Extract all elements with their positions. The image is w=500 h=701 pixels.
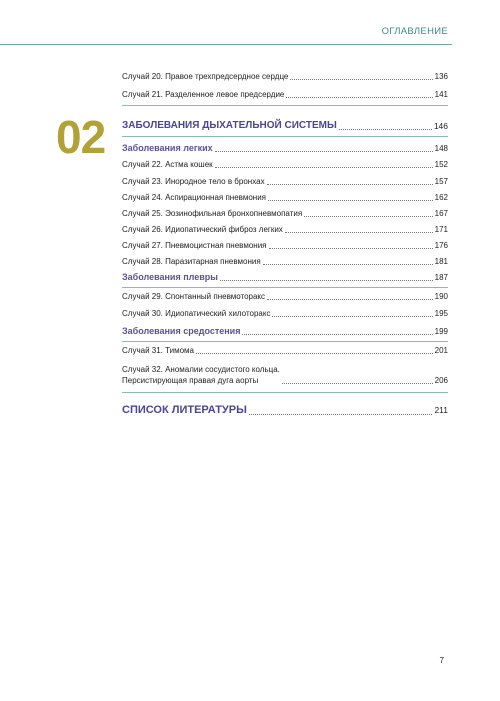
toc-entry-case-30[interactable]: [122, 309, 448, 319]
dot-leader: [290, 78, 432, 80]
toc-subsection-label: Заболевания средостения: [122, 326, 241, 336]
toc-entry-page: 206: [434, 376, 448, 385]
chapter-number: 02: [56, 111, 106, 163]
toc-entry-label: Случай 21. Разделенное левое предсердие: [122, 90, 285, 99]
toc-entry-label: Случай 23. Инородное тело в бронхах: [122, 177, 265, 186]
toc-entry-label: Случай 26. Идиопатический фиброз легких: [122, 225, 283, 234]
dot-leader: [267, 298, 433, 300]
dot-leader: [304, 215, 432, 217]
toc-entry-page: 181: [434, 257, 448, 266]
toc-subsection-mediastinum[interactable]: [122, 326, 448, 337]
toc-entry-case-23[interactable]: [122, 177, 448, 187]
dot-leader: [249, 413, 433, 415]
toc-entry-label: Случай 30. Идиопатический хилоторакс: [122, 309, 271, 318]
toc-section-respiratory[interactable]: [122, 120, 448, 132]
toc-subsection-page: 148: [434, 144, 448, 153]
toc-entry-case-31[interactable]: [122, 346, 448, 356]
toc-entry-page: 190: [434, 292, 448, 301]
dot-leader: [215, 150, 433, 152]
toc-entry-page: 176: [434, 241, 448, 250]
toc-entry-case-20[interactable]: [122, 72, 448, 82]
running-header: ОГЛАВЛЕНИЕ: [381, 26, 448, 37]
page-number: 7: [439, 656, 444, 665]
toc-entry-page: 167: [434, 209, 448, 218]
toc-entry-label: Случай 25. Эозинофильная бронхопневмопатия: [122, 209, 303, 218]
dot-leader: [269, 247, 433, 249]
toc-subsection-lungs[interactable]: [122, 143, 448, 154]
dot-leader: [282, 382, 433, 384]
toc-entry-page: 152: [434, 160, 448, 169]
dot-leader: [242, 333, 432, 335]
dot-leader: [263, 263, 433, 265]
toc-entry-page: 157: [434, 177, 448, 186]
toc-subsection-label: Заболевания легких: [122, 143, 213, 153]
toc-subsection-page: 199: [434, 327, 448, 336]
dot-leader: [286, 96, 432, 98]
toc-section-references[interactable]: [122, 404, 448, 417]
toc-subsection-page: 187: [434, 273, 448, 282]
dot-leader: [339, 128, 432, 130]
toc-entry-label: Случай 29. Спонтанный пневмоторакс: [122, 292, 266, 301]
separator-rule: [122, 105, 448, 106]
toc-entry-case-32[interactable]: [122, 364, 448, 386]
toc-entry-case-26[interactable]: [122, 225, 448, 235]
dot-leader: [267, 183, 433, 185]
dot-leader: [196, 352, 433, 354]
dot-leader: [215, 166, 433, 168]
toc-entry-page: 141: [434, 90, 448, 99]
toc-section-label: ЗАБОЛЕВАНИЯ ДЫХАТЕЛЬНОЙ СИСТЕМЫ: [122, 120, 337, 131]
separator-rule: [122, 392, 448, 393]
toc-entry-page: 201: [434, 346, 448, 355]
toc-entry-case-25[interactable]: [122, 209, 448, 219]
toc-entry-label: [122, 364, 280, 386]
dot-leader: [272, 315, 432, 317]
toc-entry-case-21[interactable]: [122, 90, 448, 100]
toc-entry-case-29[interactable]: [122, 292, 448, 302]
toc-entry-case-24[interactable]: [122, 193, 448, 203]
toc-entry-case-28[interactable]: [122, 257, 448, 267]
toc-entry-label: Случай 20. Правое трехпредсердное сердце: [122, 72, 289, 81]
dot-leader: [268, 199, 433, 201]
toc-entry-label: Случай 31. Тимома: [122, 346, 194, 355]
toc-section-label: СПИСОК ЛИТЕРАТУРЫ: [122, 404, 247, 416]
toc-entry-label: Случай 22. Астма кошек: [122, 160, 213, 169]
dot-leader: [220, 279, 433, 281]
toc-section-page: 211: [434, 405, 448, 415]
toc-entry-page: 136: [434, 72, 448, 81]
toc-entry-label: Случай 27. Пневмоцистная пневмония: [122, 241, 267, 250]
separator-rule: [122, 136, 448, 137]
toc-subsection-label: Заболевания плевры: [122, 272, 218, 282]
toc-entry-page: 195: [434, 309, 448, 318]
toc-entry-case-22[interactable]: [122, 160, 448, 170]
dot-leader: [285, 231, 433, 233]
toc-entry-page: 171: [434, 225, 448, 234]
toc-section-page: 146: [433, 121, 448, 131]
toc-subsection-pleura[interactable]: [122, 272, 448, 283]
toc-entry-label-line2: Персистирующая правая дуга аорты: [122, 376, 259, 385]
toc-entry-label: Случай 24. Аспирационная пневмония: [122, 193, 266, 202]
separator-rule: [122, 287, 448, 288]
header-rule: [0, 44, 452, 45]
toc-entry-page: 162: [434, 193, 448, 202]
separator-rule: [122, 341, 448, 342]
toc-entry-case-27[interactable]: [122, 241, 448, 251]
toc-entry-label: Случай 28. Паразитарная пневмония: [122, 257, 261, 266]
toc-entry-label-line1: Случай 32. Аномалии сосудистого кольца.: [122, 365, 280, 374]
